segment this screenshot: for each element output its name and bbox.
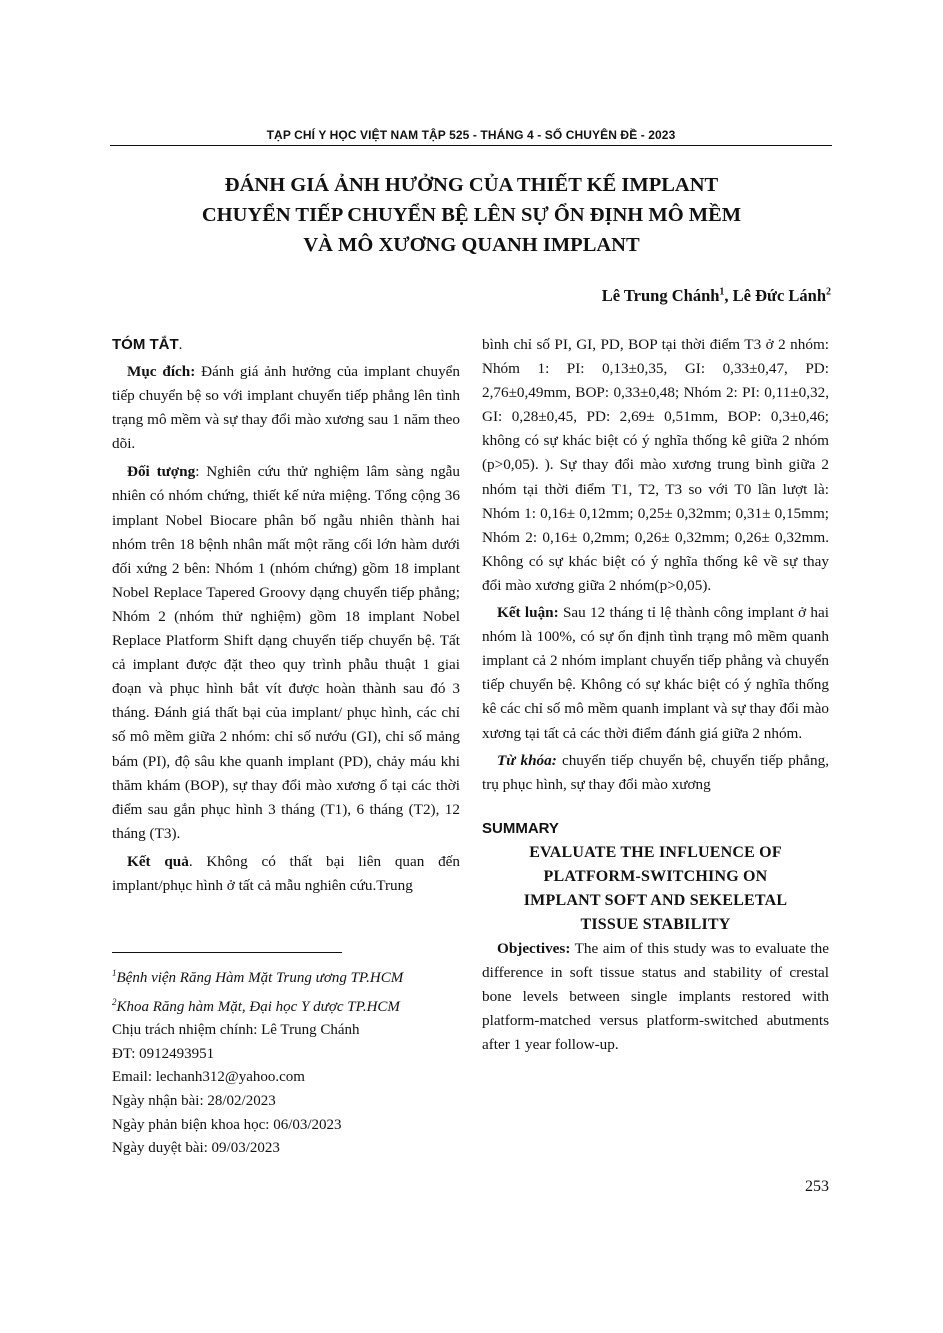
abstract-conclusion xyxy=(482,601,829,746)
article-title xyxy=(150,170,793,260)
abstract-objective xyxy=(112,360,460,456)
title-line-1: ĐÁNH GIÁ ẢNH HƯỞNG CỦA THIẾT KẾ IMPLANT xyxy=(224,174,719,196)
affiliation-1-text: Bệnh viện Răng Hàm Mặt Trung ương TP.HCM xyxy=(116,970,404,986)
title-line-3: VÀ MÔ XƯƠNG QUANH IMPLANT xyxy=(303,234,640,256)
date-received: Ngày nhận bài: 28/02/2023 xyxy=(112,1092,276,1109)
subjects-label: Đối tượng xyxy=(127,463,196,481)
english-title-line-3: IMPLANT SOFT AND SEKELETAL xyxy=(523,891,788,909)
objective-text: Đánh giá ảnh hưởng của implant chuyển tiếp chuyển bệ so với implant chuyển tiếp phẳng lên tình trạng mô mềm và sự thay đổi mào xương sau 1 năm theo dõi. xyxy=(112,363,461,453)
journal-running-header: TẠP CHÍ Y HỌC VIỆT NAM TẬP 525 - THÁNG 4 - SỐ CHUYÊN ĐỀ - 2023 xyxy=(266,128,676,142)
affiliation-1 xyxy=(112,962,472,991)
phone: ĐT: 0912493951 xyxy=(112,1045,215,1062)
objectives-label: Objectives: xyxy=(497,939,571,957)
affiliation-2-text: Khoa Răng hàm Mặt, Đại học Y dược TP.HCM xyxy=(116,998,400,1015)
email: Email: lechanh312@yahoo.com xyxy=(112,1069,305,1086)
abstract-results-continued: bình chỉ số PI, GI, PD, BOP tại thời điểm T3 ở 2 nhóm: Nhóm 1: PI: 0,13±0,35, GI: 0,33±0,47, PD: 2,76±0,49mm, BOP: 0,33±0,48; Nhóm 2: PI: 0,11±0,32, GI: 0,28±0,45, PD: 2,69± 0,51mm, BOP: 0,3±0,46; không có sự khác biệt có ý nghĩa thống kê giữa 2 nhóm (p>0,05). ). Sự thay đổi mào xương trung bình giữa 2 nhóm tại thời điểm T1, T2, T3 so với T0 lần lượt là: Nhóm 1: 0,16± 0,12mm; 0,25± 0,32mm; 0,31± 0,15mm; Nhóm 2: 0,16± 0,2mm; 0,26± 0,32mm; 0,26± 0,32mm. Không có sự khác biệt có ý nghĩa thống kê về sự thay đổi mào xương giữa 2 nhóm(p>0,05). xyxy=(482,336,829,594)
abstract-heading: TÓM TẮT. xyxy=(112,336,183,353)
english-title xyxy=(482,841,829,937)
summary-heading: SUMMARY xyxy=(482,819,559,837)
corresponding-author: Chịu trách nhiệm chính: Lê Trung Chánh xyxy=(112,1022,360,1039)
author-1-affiliation-mark: 1 xyxy=(719,286,725,298)
header-rule xyxy=(110,145,832,146)
date-reviewed: Ngày phản biện khoa học: 06/03/2023 xyxy=(112,1116,342,1133)
abstract-results xyxy=(112,850,460,898)
keywords-label: Từ khóa: xyxy=(497,751,557,769)
english-title-line-2: PLATFORM-SWITCHING ON xyxy=(543,867,768,885)
author-2-affiliation-mark: 2 xyxy=(826,286,831,298)
author-line xyxy=(602,286,831,306)
affiliation-2 xyxy=(112,991,472,1020)
footnotes xyxy=(112,962,472,1161)
title-line-2: CHUYỂN TIẾP CHUYỂN BỆ LÊN SỰ ỔN ĐỊNH MÔ MỀM xyxy=(201,204,742,226)
conclusion-label: Kết luận: xyxy=(497,604,559,622)
subjects-text: : Nghiên cứu thử nghiệm lâm sàng ngẫu nhiên có nhóm chứng, thiết kế nửa miệng. Tổng cộng 36 implant Nobel Biocare phân bố ngẫu nhiên thành hai nhóm trên 18 bệnh nhân mất một răng cối lớn hàm dưới đối xứng 2 bên: Nhóm 1 (nhóm chứng) gồm 18 implant Nobel Replace Tapered Groovy dạng chuyển tiếp phẳng; Nhóm 2 (nhóm thử nghiệm) gồm 18 implant Nobel Replace Platform Shift dạng chuyển tiếp chuyển bệ. Tất cả implant được đặt theo quy trình phẫu thuật 1 giai đoạn và phục hình bắt vít được hoàn thành sau đó 3 tháng. Đánh giá thất bại của implant/ phục hình, các chỉ số mô mềm giữa 2 nhóm: chỉ số nướu (GI), chỉ số mảng bám (PI), độ sâu khe quanh implant (PD), chảy máu khi thăm khám (BOP), sự thay đổi mào xương ổ tại các thời điểm sau gắn phục hình 3 tháng (T1), 6 tháng (T2), 12 tháng (T3). xyxy=(112,463,460,842)
english-title-line-4: TISSUE STABILITY xyxy=(580,915,731,933)
results-text: . Không có thất bại liên quan đến implant/phục hình ở tất cả mẫu nghiên cứu.Trung xyxy=(112,852,460,894)
affiliation-2-mark: 2 xyxy=(112,996,117,1007)
affiliation-1-mark: 1 xyxy=(112,968,117,978)
page-number: 253 xyxy=(805,1178,829,1195)
date-accepted: Ngày duyệt bài: 09/03/2023 xyxy=(112,1140,280,1157)
conclusion-text: Sau 12 tháng tỉ lệ thành công implant ở hai nhóm là 100%, có sự ổn định tình trạng mô mềm quanh implant cả 2 nhóm implant chuyển tiếp phẳng và chuyển tiếp chuyển bệ. Không có sự khác biệt có ý nghĩa thống kê các chỉ số mô mềm quanh implant và sự thay đổi mào xương tại tất cả các thời điểm đánh giá giữa 2 nhóm. xyxy=(482,604,829,742)
abstract-keywords xyxy=(482,749,829,797)
author-separator: , xyxy=(724,286,733,305)
footnote-rule xyxy=(112,952,342,953)
summary-objectives xyxy=(482,937,829,1057)
abstract-heading-period: . xyxy=(178,337,183,353)
objectives-text: The aim of this study was to evaluate the difference in soft tissue status and stability of crestal bone levels between single implants restored with platform-matched versus platform-switched abutments after 1 year follow-up. xyxy=(482,939,829,1054)
right-column xyxy=(482,333,829,1057)
abstract-subjects xyxy=(112,460,460,846)
objective-label: Mục đích: xyxy=(127,363,196,380)
author-2-name: Lê Đức Lánh xyxy=(732,286,826,305)
author-1-name: Lê Trung Chánh xyxy=(601,286,720,305)
english-title-line-1: EVALUATE THE INFLUENCE OF xyxy=(529,843,782,861)
keywords-text: chuyển tiếp chuyển bệ, chuyển tiếp phẳng, trụ phục hình, sự thay đổi mào xương xyxy=(482,751,829,793)
results-label: Kết quả xyxy=(127,852,189,870)
left-column xyxy=(112,333,460,898)
